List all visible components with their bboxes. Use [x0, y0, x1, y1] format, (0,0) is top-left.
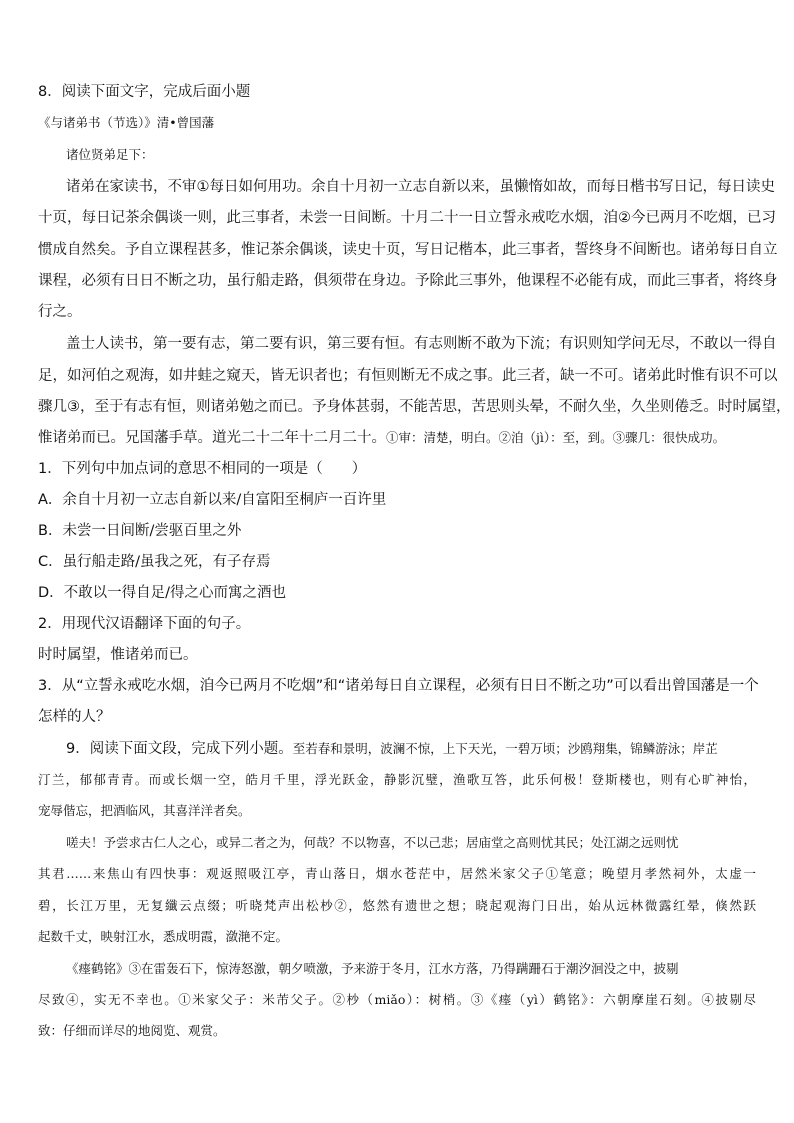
q8-option-b: B．未尝一日间断/尝驱百里之外 [38, 523, 242, 539]
q9-p3-line: 致：仔细而详尽的地阅览、观赏。 [38, 1023, 226, 1038]
q9-p1-line: 汀兰，郁郁青青。而或长烟一空，皓月千里，浮光跃金，静影沉璧，渔歌互答，此乐何极！登斯楼也，则有心旷神怡， [38, 772, 756, 787]
q8-p1-line: 课程，必须有日日不断之功，虽行船走路，俱须带在身边。予除此三事外，他课程不必能有成，而此三事者，将终身 [38, 273, 778, 289]
q9-p3-line: 尽致④，实无不幸也。①米家父子：米芾父子。②杪（miǎo）：树梢。③《瘗（yì）鹤铭》：六朝摩崖石刻。④披剔尽 [38, 992, 756, 1007]
q8-salutation: 诸位贤弟足下： [66, 147, 154, 162]
q8-p1-line: 行之。 [38, 304, 82, 320]
q8-option-c: C．虽行船走路/虽我之死，有子存焉 [38, 554, 271, 570]
q8-p2-line: 足，如河伯之观海，如井蛙之窥天，皆无识者也；有恒则断无不成之事。此三者，缺一不可。诸弟此时惟有识不可以 [38, 368, 778, 384]
q8-question-2: 2．用现代汉语翻译下面的句子。 [38, 616, 251, 632]
q9-heading: 9．阅读下面文段，完成下列小题。 [66, 741, 293, 757]
q8-question-3-cont: 怎样的人？ [38, 709, 111, 725]
q9-first-line [66, 739, 718, 759]
q8-question-1: 1．下列句中加点词的意思不相同的一项是（ ） [38, 461, 367, 477]
q8-option-d: D．不敢以一得自足/得之心而寓之酒也 [38, 585, 287, 601]
q8-p2-last-line [38, 428, 725, 448]
q8-notes: ①审：清楚，明白。②洎（jì）：至，到。③骤几：很快成功。 [386, 430, 726, 445]
q8-question-3: 3．从“立誓永戒吃水烟，洎今已两月不吃烟”和“诸弟每日自立课程，必须有日日不断之功”可以看出曾国藩是一个 [38, 678, 759, 694]
q9-p2-line: 其君……来焦山有四快事：观返照吸江亭，青山落日，烟水苍茫中，居然米家父子①笔意；晚望月孝然祠外，太虚一 [38, 866, 756, 881]
q8-p1-line: 诸弟在家读书，不审①每日如何用功。余自十月初一立志自新以来，虽懒惰如故，而每日楷书写日记，每日读史 [66, 179, 775, 195]
q9-p2-line: 嗟夫！予尝求古仁人之心，或异二者之为，何哉？不以物喜，不以己悲；居庙堂之高则忧其民；处江湖之远则忧 [66, 835, 679, 850]
q8-question-2-sentence: 时时属望，惟诸弟而已。 [38, 647, 198, 663]
q9-p1-line: 至若春和景明，波澜不惊，上下天光，一碧万顷；沙鸥翔集，锦鳞游泳；岸芷 [292, 741, 718, 756]
q8-p2-line: 盖士人读书，第一要有志，第二要有识，第三要有恒。有志则断不敢为下流；有识则知学问无尽，不敢以一得自 [66, 336, 777, 352]
q8-p2-line: 骤几③，至于有志有恒，则诸弟勉之而已。予身体甚弱，不能苦思，苦思则头晕，不耐久坐，久坐则倦乏。时时属望， [38, 399, 791, 415]
q8-source: 《与诸弟书（节选）》清•曾国藩 [38, 115, 215, 130]
q8-p1-line: 十页，每日记茶余偶谈一则，此三事者，未尝一日间断。十月二十一日立誓永戒吃水烟，洎②今已两月不吃烟，已习 [38, 210, 776, 226]
q9-p2-line: 起数千丈，映射江水，悉成明霞，潋滟不定。 [38, 929, 289, 944]
q9-p2-line: 碧，长江万里，无复纖云点缀；听晓梵声出松杪②，悠然有遗世之想；晓起观海门日出，始从远林微露红晕，倏然跃 [38, 898, 756, 913]
q8-heading: 8．阅读下面文字，完成后面小题 [38, 84, 251, 100]
q8-p2-closing: 惟诸弟而已。兄国藩手草。道光二十二年十二月二十。 [38, 430, 386, 446]
q8-option-a: A．余自十月初一立志自新以来/自富阳至桐庐一百许里 [38, 492, 387, 508]
q9-p3-line: 《瘗鹤铭》③在雷轰石下，惊涛怒激，朝夕喷激，予来游于冬月，江水方落，乃得蹒跚石于潮汐洄没之中，披剔 [66, 961, 679, 976]
q8-p1-line: 惯成自然矣。予自立课程甚多，惟记茶余偶谈，读史十页，写日记楷本，此三事者，誓终身不间断也。诸弟每日自立 [38, 242, 778, 258]
q9-p1-line: 宠辱偕忘，把酒临风，其喜洋洋者矣。 [38, 803, 251, 818]
